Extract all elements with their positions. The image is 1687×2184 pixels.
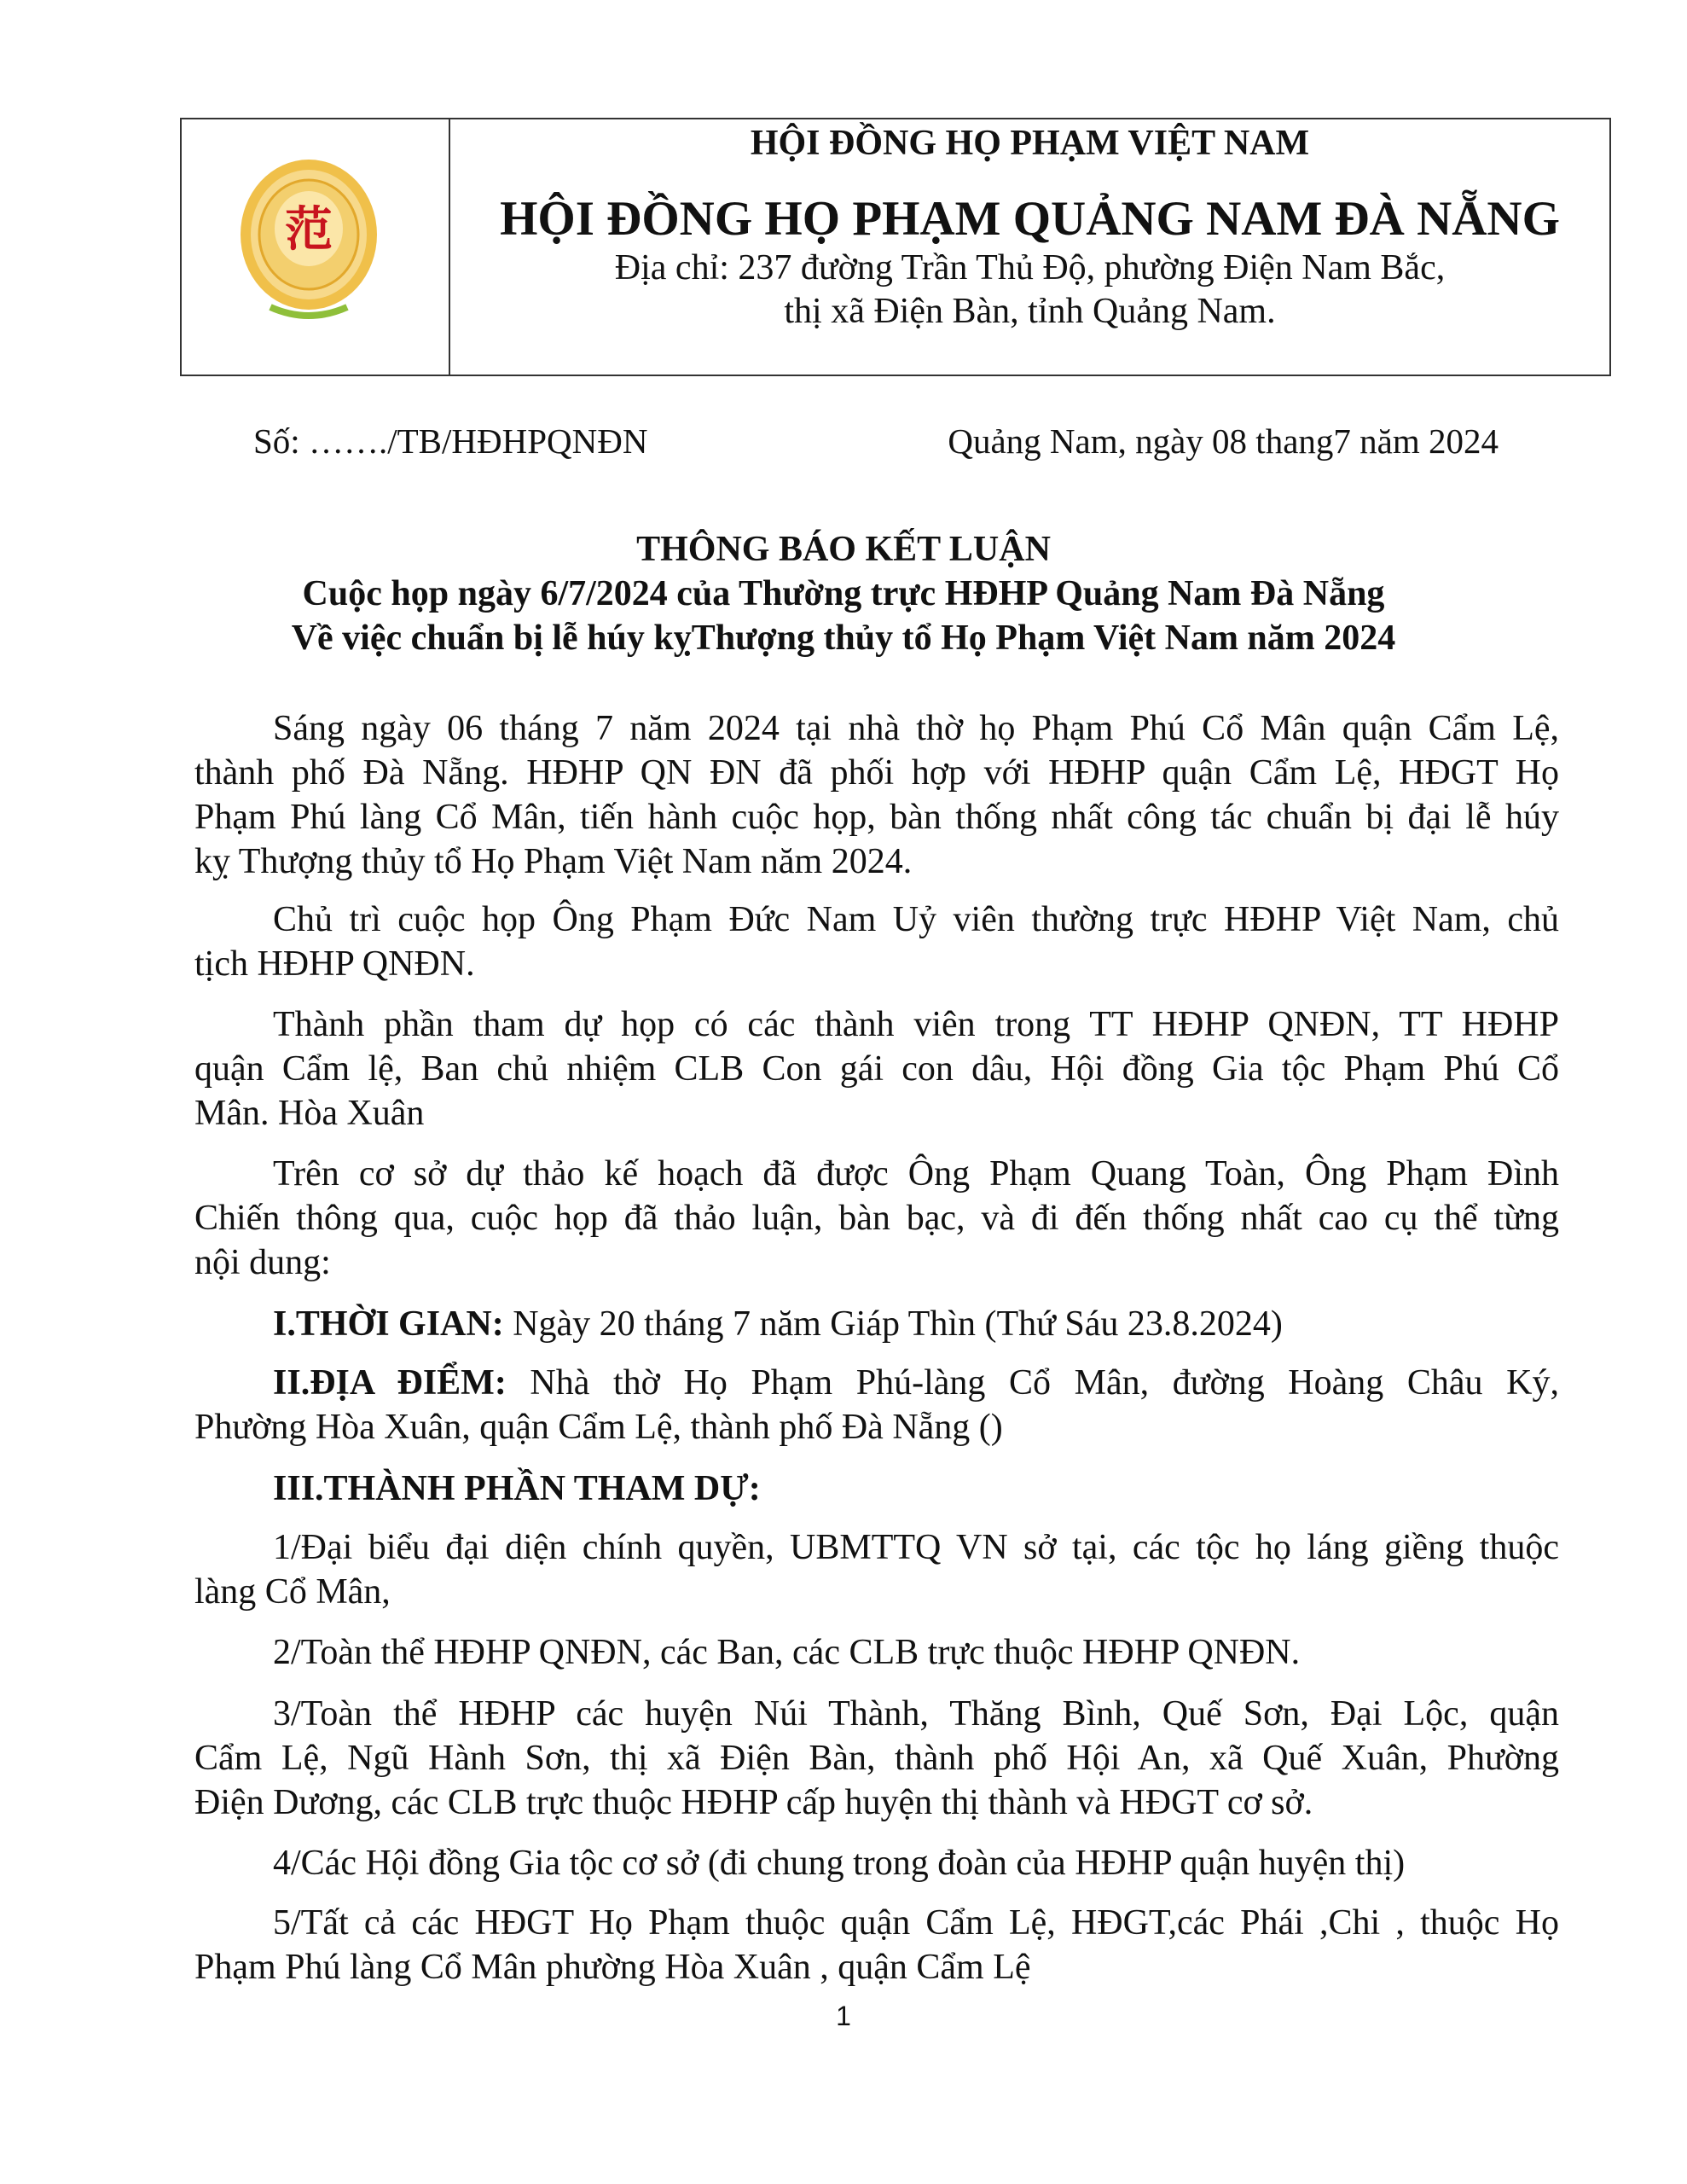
org-name: HỘI ĐỒNG HỌ PHẠM QUẢNG NAM ĐÀ NẴNG — [500, 192, 1560, 246]
paragraph-line: 2/Toàn thể HĐHP QNĐN, các Ban, các CLB trực thuộc HĐHP QNĐN. — [273, 1633, 1301, 1672]
doc-title: THÔNG BÁO KẾT LUẬN — [636, 530, 1051, 569]
section-heading: II.ĐỊA ĐIỂM: — [273, 1363, 507, 1403]
section-heading: I.THỜI GIAN: — [273, 1304, 504, 1344]
document-date: Quảng Nam, ngày 08 thang7 năm 2024 — [948, 421, 1499, 461]
paragraph-line: Cẩm Lệ, Ngũ Hành Sơn, thị xã Điện Bàn, thành phố Hội An, xã Quế Xuân, Phường — [194, 1739, 1559, 1778]
paragraph-line: 1/Đại biểu đại diện chính quyền, UBMTTQ VN sở tại, các tộc họ láng giềng thuộc — [273, 1528, 1559, 1567]
paragraph-line: Chiến thông qua, cuộc họp đã thảo luận, bàn bạc, và đi đến thống nhất cao cụ thể từng — [194, 1199, 1559, 1238]
paragraph-line: II.ĐỊA ĐIỂM: Nhà thờ Họ Phạm Phú-làng Cổ Mân, đường Hoàng Châu Ký, — [273, 1363, 1559, 1403]
paragraph-line: quận Cẩm lệ, Ban chủ nhiệm CLB Con gái con dâu, Hội đồng Gia tộc Phạm Phú Cổ — [194, 1049, 1559, 1089]
paragraph-line: thành phố Đà Nẵng. HĐHP QN ĐN đã phối hợp với HĐHP quận Cẩm Lệ, HĐGT Họ — [194, 753, 1559, 793]
paragraph-line: kỵ Thượng thủy tổ Họ Phạm Việt Nam năm 2024. — [194, 842, 913, 881]
paragraph — [194, 1002, 1559, 1136]
letterhead-box — [180, 118, 1611, 376]
paragraph — [194, 706, 1559, 884]
paragraph-line: làng Cổ Mân, — [194, 1572, 391, 1612]
paragraph-line: Trên cơ sở dự thảo kế hoạch đã được Ông Phạm Quang Toàn, Ông Phạm Đình — [273, 1154, 1559, 1194]
address-line-1: Địa chỉ: 237 đường Trần Thủ Độ, phường Điện Nam Bắc, — [614, 248, 1446, 288]
doc-subtitle-1: Cuộc họp ngày 6/7/2024 của Thường trực HĐHP Quảng Nam Đà Nẵng — [302, 574, 1385, 613]
paragraph-line: nội dung: — [194, 1243, 331, 1282]
paragraph-line: Phạm Phú làng Cổ Mân, tiến hành cuộc họp, bàn thống nhất công tác chuẩn bị đại lễ húy — [194, 798, 1559, 837]
paragraph — [194, 1525, 1559, 1614]
paragraph-line: Phường Hòa Xuân, quận Cẩm Lệ, thành phố Đà Nẵng () — [194, 1408, 1003, 1447]
clan-logo-icon — [236, 154, 381, 324]
paragraph-line: tịch HĐHP QNĐN. — [194, 944, 475, 984]
paragraph — [194, 1467, 1559, 1511]
address-line-2: thị xã Điện Bàn, tỉnh Quảng Nam. — [784, 292, 1276, 331]
paragraph — [194, 1841, 1559, 1885]
paragraph-line: Sáng ngày 06 tháng 7 năm 2024 tại nhà thờ họ Phạm Phú Cổ Mân quận Cẩm Lệ, — [273, 709, 1559, 748]
paragraph — [194, 1152, 1559, 1285]
paragraph — [194, 1901, 1559, 1989]
paragraph — [194, 1630, 1559, 1675]
paragraph-line: Phạm Phú làng Cổ Mân phường Hòa Xuân , quận Cẩm Lệ — [194, 1948, 1031, 1987]
paragraph-line: Chủ trì cuộc họp Ông Phạm Đức Nam Uỷ viên thường trực HĐHP Việt Nam, chủ — [273, 900, 1559, 939]
doc-subtitle-2: Về việc chuẩn bị lễ húy kỵThượng thủy tổ Họ Phạm Việt Nam năm 2024 — [291, 619, 1396, 658]
paragraph-line: 3/Toàn thể HĐHP các huyện Núi Thành, Thăng Bình, Quế Sơn, Đại Lộc, quận — [273, 1694, 1559, 1734]
paragraph-line: Điện Dương, các CLB trực thuộc HĐHP cấp huyện thị thành và HĐGT cơ sở. — [194, 1783, 1313, 1822]
org-parent: HỘI ĐỒNG HỌ PHẠM VIỆT NAM — [750, 124, 1310, 163]
section-heading: III.THÀNH PHẦN THAM DỰ: — [273, 1469, 761, 1508]
paragraph-line: 5/Tất cả các HĐGT Họ Phạm thuộc quận Cẩm Lệ, HĐGT,các Phái ,Chi , thuộc Họ — [273, 1903, 1559, 1943]
paragraph-line: 4/Các Hội đồng Gia tộc cơ sở (đi chung trong đoàn của HĐHP quận huyện thị) — [273, 1844, 1406, 1883]
svg-text:范: 范 — [285, 204, 333, 257]
paragraph — [194, 1302, 1559, 1346]
page-number: 1 — [836, 2001, 851, 2031]
paragraph — [194, 897, 1559, 986]
document-number: Số: ……./TB/HĐHPQNĐN — [253, 421, 648, 461]
paragraph-line: Thành phần tham dự họp có các thành viên trong TT HĐHP QNĐN, TT HĐHP — [273, 1005, 1559, 1044]
paragraph — [194, 1692, 1559, 1825]
paragraph-line: Mân. Hòa Xuân — [194, 1094, 425, 1133]
paragraph-line — [194, 1467, 1559, 1511]
paragraph — [194, 1361, 1559, 1449]
paragraph-line: I.THỜI GIAN: Ngày 20 tháng 7 năm Giáp Thìn (Thứ Sáu 23.8.2024) — [273, 1304, 1283, 1344]
